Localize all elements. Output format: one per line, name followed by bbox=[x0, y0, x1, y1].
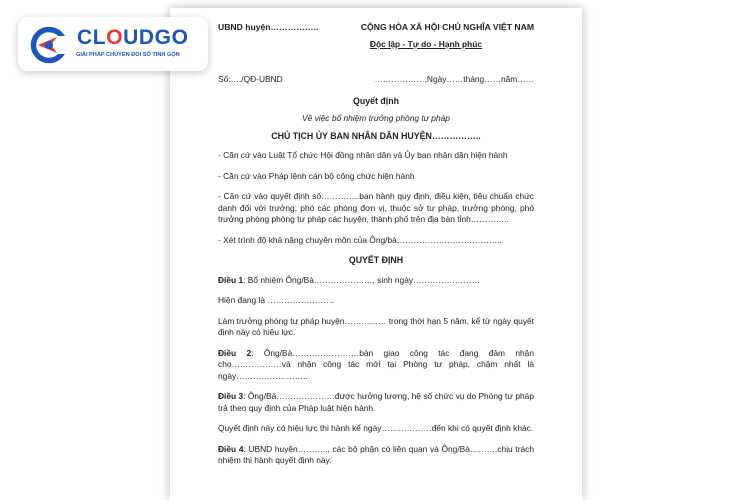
effective-clause: Quyết định này có hiệu lực thi hành kể ngày………………đến khi có quyết định khác. bbox=[218, 423, 534, 433]
article-2 bbox=[218, 348, 534, 383]
cloudgo-mark-icon bbox=[30, 26, 70, 64]
article-text: : Ông/Bà……………………bàn giao công tác đang đảm nhận cho………………và nhận công tác mới tại Phòng tư pháp, chậm nhất là ngày…………………….. bbox=[218, 347, 534, 381]
basis-item: - Xét trình độ khả năng chuyên môn của Ông/bà……………………………….. bbox=[218, 234, 502, 245]
basis-item: - Căn cứ vào Luật Tổ chức Hội đồng nhân dân và Ủy ban nhân dân hiện hành bbox=[218, 150, 508, 160]
issuing-authority: CHỦ TỊCH ỦY BAN NHÂN DÂN HUYỆN…………….. bbox=[271, 130, 481, 141]
article-text: : Ông/Bà…………………được hưởng lương, hệ số chức vụ do Phòng tư pháp trả theo quy định của Pháp luật hiện hành. bbox=[218, 391, 534, 413]
current-post: Hiện đang là …………………… bbox=[218, 295, 335, 305]
document-meta bbox=[218, 74, 534, 86]
article-label: Điều 2 bbox=[218, 347, 252, 358]
article-4 bbox=[218, 444, 534, 467]
article-3 bbox=[218, 391, 534, 414]
brand-name: CLOUDGO bbox=[77, 26, 189, 49]
national-title: CỘNG HÒA XÃ HỘI CHỦ NGHĨA VIỆT NAM bbox=[360, 22, 534, 32]
basis-item: - Căn cứ vào Pháp lệnh cán bộ công chức hiện hành bbox=[218, 170, 415, 181]
left-header: UBND huyện…………….. bbox=[218, 22, 319, 32]
article-text: : Bổ nhiệm Ông/Bà…………………, sinh ngày…………………… bbox=[243, 274, 481, 285]
article-1 bbox=[218, 275, 534, 287]
article-label: Điều 1 bbox=[218, 274, 244, 285]
article-label: Điều 4 bbox=[218, 443, 244, 454]
date-line: ………………,Ngày……tháng……năm…… bbox=[374, 74, 534, 84]
cloudgo-logo bbox=[18, 17, 208, 71]
appointment-term: Làm trưởng phòng tư pháp huyện…………… trong thời hạn 5 năm, kể từ ngày quyết định này có hiệu lực. bbox=[218, 315, 534, 337]
brand-tagline: GIẢI PHÁP CHUYỂN ĐỔI SỐ TINH GỌN bbox=[76, 52, 180, 58]
basis-item: - Căn cứ vào quyết định số…………..ban hành quy định, điều kiện, tiêu chuẩn chức danh đối với trưởng, phó các phòng đơn vị, thuộc sở tư pháp, trưởng phòng, phó trưởng phòng phòng tư pháp các huyện, thành phố trên địa bàn tỉnh………….. bbox=[218, 191, 534, 224]
article-text: : UBND huyện……….., các bộ phận có liên quan và Ông/Bà……….chịu trách nhiệm thi hành quyết định này. bbox=[218, 443, 535, 465]
decision-heading: QUYẾT ĐỊNH bbox=[348, 255, 404, 265]
article-label: Điều 3 bbox=[218, 391, 244, 401]
document-header bbox=[218, 22, 534, 34]
motto: Độc lập - Tự do - Hạnh phúc bbox=[369, 38, 483, 49]
document-title: Quyết định bbox=[353, 95, 399, 106]
decision-document bbox=[218, 22, 534, 467]
document-subject: Về việc bổ nhiệm trưởng phòng tư pháp bbox=[302, 113, 450, 123]
document-number: Số:…./QĐ-UBND bbox=[218, 74, 283, 84]
